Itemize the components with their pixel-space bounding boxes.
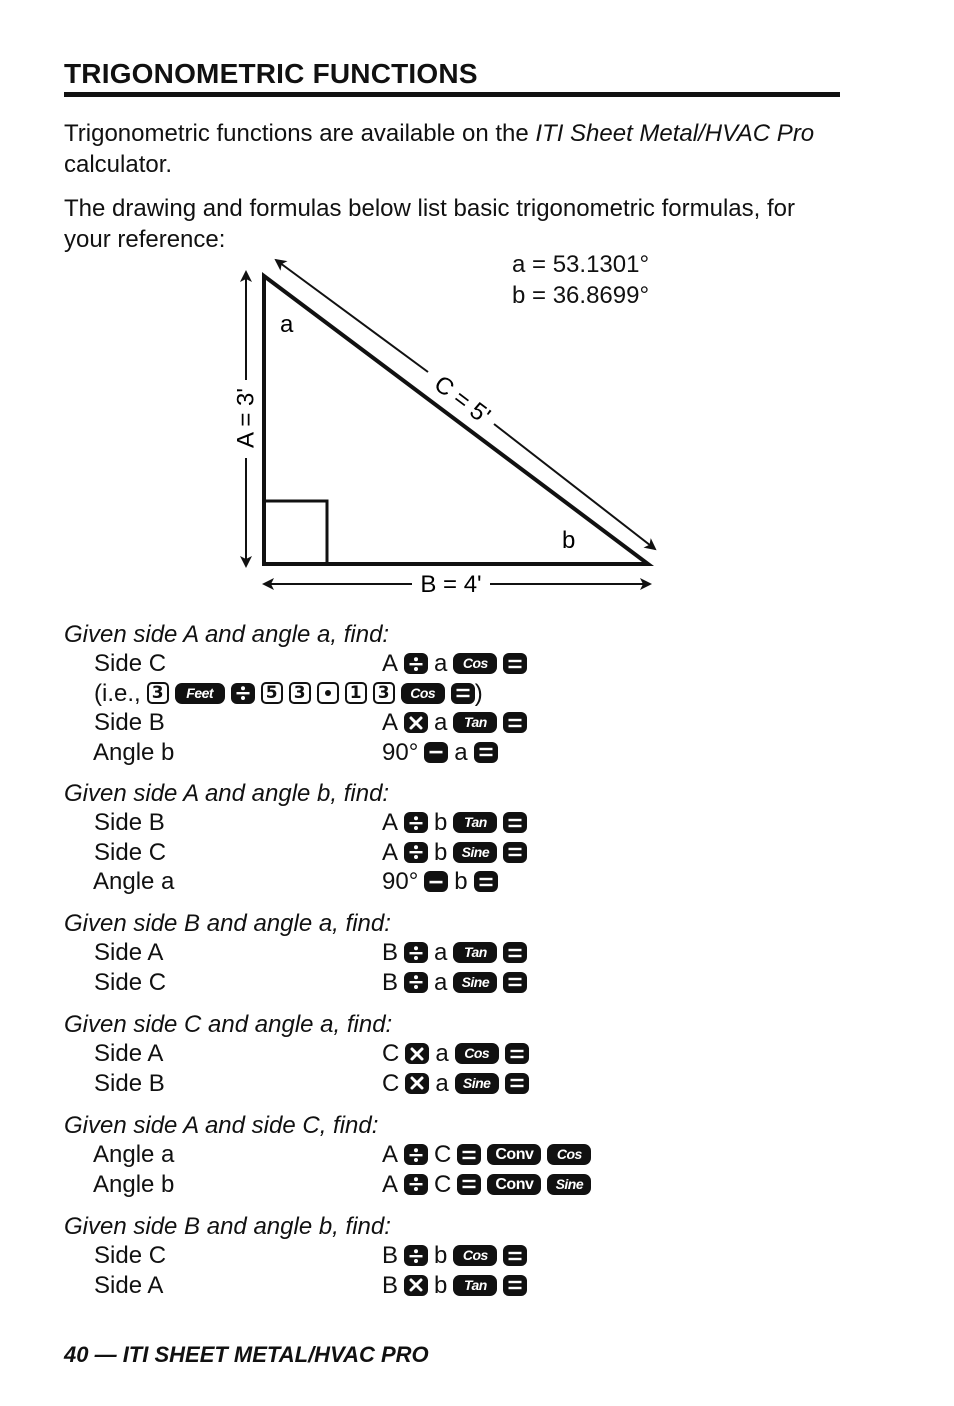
formula-term: C <box>434 1170 452 1198</box>
formula-term: b <box>434 1242 448 1269</box>
formula-term: b <box>434 809 448 836</box>
cos-key: Cos <box>455 1043 499 1064</box>
multiply-key-icon <box>404 1275 428 1296</box>
digit-key: 1 <box>345 682 367 704</box>
keystroke-sequence <box>382 649 527 679</box>
equals-key-icon <box>505 1043 529 1064</box>
formula-term: b <box>454 868 468 895</box>
formula-term: B <box>382 1242 399 1269</box>
formula-row <box>64 968 884 998</box>
keystroke-sequence <box>382 1140 591 1170</box>
formula-term: a <box>435 1040 449 1067</box>
formula-section <box>64 779 884 897</box>
angle-b-value: b = 36.8699° <box>512 282 650 309</box>
example-prefix: (i.e., <box>94 679 141 707</box>
side-c-dimension-upper <box>276 260 428 372</box>
formula-term: a <box>434 939 448 966</box>
formula-term: B <box>382 939 399 966</box>
equals-key-icon <box>505 1073 529 1094</box>
equals-key-icon <box>474 871 498 892</box>
formula-term: a <box>434 709 448 736</box>
feet-key: Feet <box>175 683 225 704</box>
formula-row <box>64 1140 884 1170</box>
multiply-key-icon <box>405 1043 429 1064</box>
tan-key: Tan <box>453 942 497 963</box>
formula-term: C <box>382 1040 400 1067</box>
equals-key-icon <box>503 842 527 863</box>
formula-label: Angle a <box>93 1141 175 1168</box>
formula-label: Side B <box>94 709 165 736</box>
formula-section <box>64 1111 884 1199</box>
sine-key: Sine <box>455 1073 499 1094</box>
cos-key: Cos <box>453 1245 497 1266</box>
formula-label: Side C <box>94 838 167 866</box>
formula-label: Side C <box>94 1242 167 1269</box>
formula-row <box>64 1271 884 1301</box>
formula-label: Side C <box>94 650 167 677</box>
sine-key: Sine <box>453 972 497 993</box>
formula-row <box>64 1241 884 1271</box>
section-heading: Given side A and angle b, find: <box>64 780 390 807</box>
formula-row <box>64 738 884 768</box>
divide-key-icon <box>404 1144 428 1165</box>
equals-key-icon <box>503 972 527 993</box>
cos-key: Cos <box>453 653 497 674</box>
formula-term: 90° <box>382 868 419 895</box>
formula-row <box>64 867 884 897</box>
formula-term: A <box>382 1170 399 1198</box>
formula-row <box>64 1170 884 1200</box>
section-heading: Given side A and side C, find: <box>64 1112 379 1139</box>
angle-b-label: b <box>562 527 576 554</box>
cos-key: Cos <box>547 1144 591 1165</box>
section-heading: Given side A and angle a, find: <box>64 621 390 648</box>
formula-term: A <box>382 809 399 836</box>
divide-key-icon <box>404 653 428 674</box>
keystroke-sequence <box>382 1069 529 1099</box>
conv-key: Conv <box>487 1174 541 1195</box>
triangle-outline <box>264 276 648 564</box>
minus-key-icon <box>424 742 448 763</box>
tan-key: Tan <box>453 812 497 833</box>
formula-term: b <box>434 838 448 866</box>
equals-key-icon <box>503 1275 527 1296</box>
formula-term: B <box>382 968 399 996</box>
formula-label: Side B <box>94 1069 165 1097</box>
equals-key-icon <box>457 1144 481 1165</box>
formula-term: A <box>382 838 399 866</box>
formula-term: A <box>382 650 399 677</box>
keystroke-sequence <box>382 738 498 768</box>
side-a-label: A = 3' <box>232 388 260 448</box>
formula-row <box>64 838 884 868</box>
footer-text: 40 — ITI SHEET METAL/HVAC PRO <box>64 1342 429 1367</box>
equals-key-icon <box>503 812 527 833</box>
divide-key-icon <box>404 812 428 833</box>
formula-row <box>64 808 884 838</box>
equals-key-icon <box>503 942 527 963</box>
equals-key-icon <box>474 742 498 763</box>
example-row <box>64 679 884 709</box>
equals-key-icon <box>503 653 527 674</box>
formula-term: B <box>382 1271 399 1299</box>
divide-key-icon <box>404 972 428 993</box>
equals-key-icon <box>451 683 475 704</box>
section-heading: Given side B and angle b, find: <box>64 1213 391 1240</box>
formula-row <box>64 708 884 738</box>
side-c-label: C = 5' <box>428 370 496 430</box>
formula-section <box>64 1212 884 1300</box>
angle-a-label: a <box>280 311 294 338</box>
divide-key-icon <box>404 842 428 863</box>
formula-term: a <box>434 968 448 996</box>
multiply-key-icon <box>404 712 428 733</box>
intro-text-end: calculator. <box>64 151 173 178</box>
formula-label: Side A <box>94 1271 164 1299</box>
formula-section <box>64 620 884 767</box>
side-b-label: B = 4' <box>420 571 482 598</box>
formula-label: Angle a <box>93 868 175 895</box>
intro-paragraph-2: The drawing and formulas below list basic trigonometric formulas, for your reference: <box>64 195 795 253</box>
right-triangle-diagram <box>0 240 954 610</box>
decimal-point-key-icon <box>317 682 339 704</box>
formula-term: 90° <box>382 738 419 766</box>
equals-key-icon <box>503 712 527 733</box>
keystroke-sequence <box>382 938 527 968</box>
formula-section <box>64 1010 884 1098</box>
formula-term: C <box>434 1141 452 1168</box>
tan-key: Tan <box>453 712 497 733</box>
divide-key-icon <box>404 942 428 963</box>
formula-row <box>64 649 884 679</box>
formula-term: a <box>434 650 448 677</box>
digit-key: 3 <box>373 682 395 704</box>
formula-row <box>64 938 884 968</box>
formula-term: C <box>382 1069 400 1097</box>
example-suffix: ) <box>474 679 483 707</box>
keystroke-sequence <box>382 808 527 838</box>
keystroke-sequence <box>382 838 527 868</box>
keystroke-sequence <box>382 1039 529 1069</box>
section-heading: Given side B and angle a, find: <box>64 910 391 937</box>
intro-paragraph-1 <box>64 118 834 180</box>
cos-key: Cos <box>401 683 445 704</box>
formula-label: Side B <box>94 809 165 836</box>
keystroke-sequence <box>382 1241 527 1271</box>
equals-key-icon <box>457 1174 481 1195</box>
page-footer <box>64 1342 429 1368</box>
formula-label: Angle b <box>93 738 175 766</box>
divide-key-icon <box>404 1245 428 1266</box>
product-name: ITI Sheet Metal/HVAC Pro <box>535 120 815 147</box>
formula-label: Side A <box>94 939 164 966</box>
conv-key: Conv <box>487 1144 541 1165</box>
formula-term: b <box>434 1271 448 1299</box>
keystroke-sequence <box>382 1271 527 1301</box>
keystroke-sequence <box>382 708 527 738</box>
formula-term: A <box>382 1141 399 1168</box>
sine-key: Sine <box>547 1174 591 1195</box>
right-angle-marker <box>264 501 327 564</box>
keystroke-sequence <box>382 867 498 897</box>
page-title: TRIGONOMETRIC FUNCTIONS <box>64 58 478 89</box>
formula-label: Angle b <box>93 1170 175 1198</box>
sine-key: Sine <box>453 842 497 863</box>
equals-key-icon <box>503 1245 527 1266</box>
formula-term: a <box>435 1069 449 1097</box>
formula-row <box>64 1039 884 1069</box>
formula-row <box>64 1069 884 1099</box>
formula-term: A <box>382 709 399 736</box>
example-keystrokes <box>94 679 483 709</box>
tan-key: Tan <box>453 1275 497 1296</box>
keystroke-sequence <box>382 968 527 998</box>
formula-label: Side C <box>94 968 167 996</box>
angle-a-value: a = 53.1301° <box>512 251 650 278</box>
digit-key: 3 <box>147 682 169 704</box>
title-underline <box>64 92 840 97</box>
digit-key: 5 <box>261 682 283 704</box>
keystroke-sequence <box>382 1170 591 1200</box>
divide-key-icon <box>404 1174 428 1195</box>
minus-key-icon <box>424 871 448 892</box>
formula-term: a <box>454 738 468 766</box>
formula-section <box>64 909 884 997</box>
multiply-key-icon <box>405 1073 429 1094</box>
divide-key-icon <box>231 683 255 704</box>
intro-text: Trigonometric functions are available on the <box>64 120 536 147</box>
digit-key: 3 <box>289 682 311 704</box>
formula-label: Side A <box>94 1040 164 1067</box>
section-heading: Given side C and angle a, find: <box>64 1011 393 1038</box>
